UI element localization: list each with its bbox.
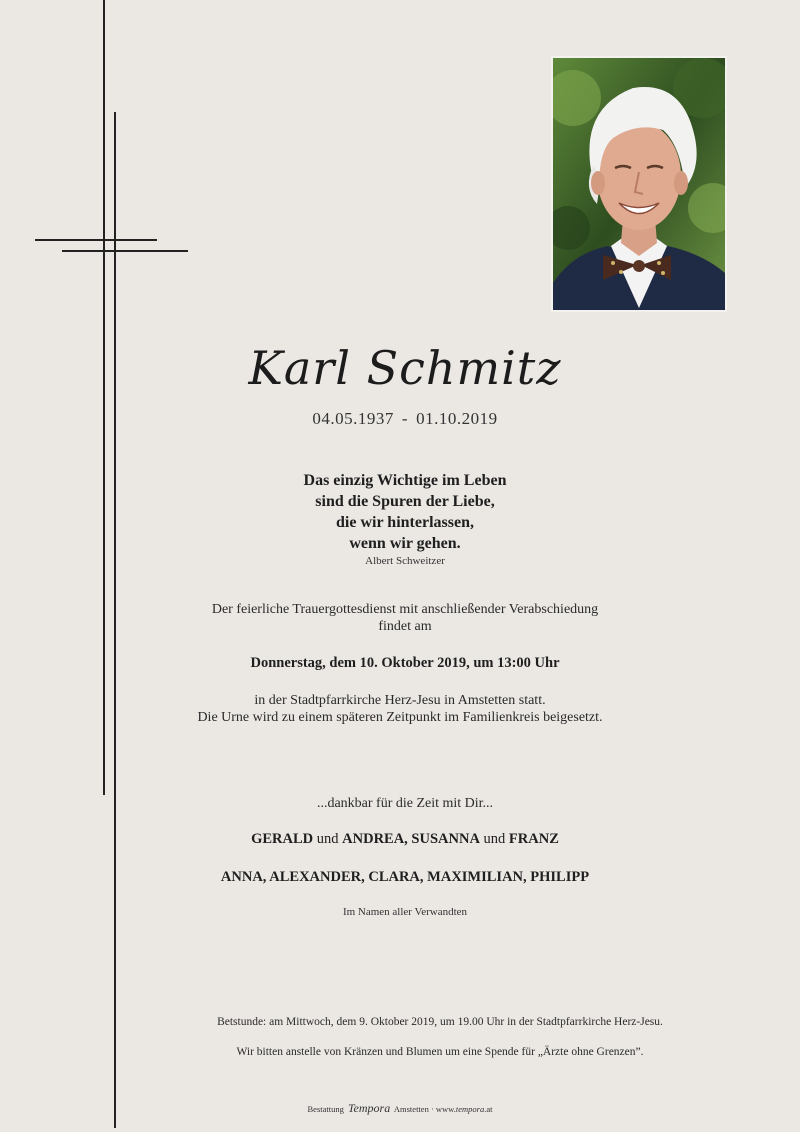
portrait-photo (551, 56, 727, 312)
footer-web-brand: tempora (455, 1104, 485, 1114)
place-line: Die Urne wird zu einem späteren Zeitpunkt im Familienkreis beigesetzt. (197, 710, 603, 725)
memorial-quote (150, 470, 660, 554)
quote-author: Albert Schweitzer (365, 555, 445, 567)
quote-line: sind die Spuren der Liebe, (315, 493, 495, 510)
date-separator: - (401, 409, 409, 428)
donation-note: Wir bitten anstelle von Kränzen und Blumen um eine Spende für „Ärzte ohne Grenzen”. (236, 1046, 644, 1058)
service-place (100, 692, 700, 726)
family-conjunction: und (483, 831, 506, 847)
thanks-line: ...dankbar für die Zeit mit Dir... (316, 796, 494, 811)
footer-tld: .at (484, 1104, 493, 1114)
service-datetime: Donnerstag, dem 10. Oktober 2019, um 13:00 Uhr (250, 655, 560, 671)
quote-line: Das einzig Wichtige im Leben (303, 472, 507, 489)
funeral-home-footer (100, 1101, 700, 1116)
family-line-children (150, 831, 660, 848)
family-name: ANDREA, SUSANNA (342, 831, 480, 847)
quote-line: wenn wir gehen. (349, 535, 461, 552)
funeral-home-logo: Tempora (347, 1101, 391, 1115)
life-dates (150, 409, 660, 429)
cross-vertical-line-right (114, 112, 116, 1128)
cross-horizontal-line-top (35, 239, 157, 241)
prayer-hour-note: Betstunde: am Mittwoch, dem 9. Oktober 2019, um 19.00 Uhr in der Stadtpfarrkirche Herz-Jesu. (217, 1016, 663, 1028)
service-announcement (150, 601, 660, 635)
service-line: Der feierliche Trauergottesdienst mit anschließender Verabschiedung (211, 602, 599, 617)
family-name: FRANZ (508, 831, 559, 847)
footer-suffix: Amstetten · www. (393, 1104, 456, 1114)
footer-prefix: Bestattung (307, 1104, 344, 1114)
service-line: findet am (378, 619, 432, 634)
cross-vertical-line-left (103, 0, 105, 795)
deceased-name: Karl Schmitz (248, 341, 562, 395)
family-conjunction: und (316, 831, 339, 847)
death-date: 01.10.2019 (416, 409, 498, 428)
birth-date: 04.05.1937 (312, 409, 394, 428)
portrait-illustration (553, 58, 725, 310)
relatives-note: Im Namen aller Verwandten (342, 906, 468, 918)
quote-line: die wir hinterlassen, (336, 514, 474, 531)
cross-horizontal-line-bottom (62, 250, 188, 252)
family-line-grandchildren: ANNA, ALEXANDER, CLARA, MAXIMILIAN, PHILIPP (220, 869, 590, 885)
place-line: in der Stadtpfarrkirche Herz-Jesu in Amstetten statt. (254, 693, 546, 708)
family-name: GERALD (251, 831, 314, 847)
